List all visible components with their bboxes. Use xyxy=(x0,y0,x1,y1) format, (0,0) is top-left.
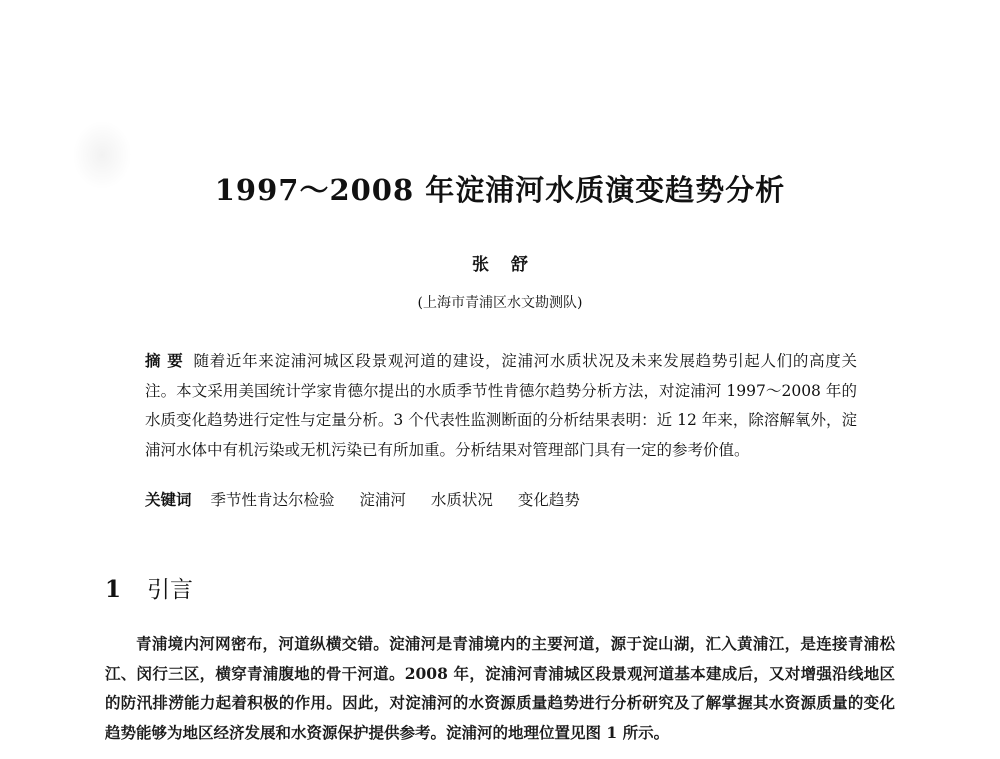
section-heading xyxy=(105,571,193,604)
abstract-text: 随着近年来淀浦河城区段景观河道的建设，淀浦河水质状况及未来发展趋势引起人们的高度关注。本文采用美国统计学家肯德尔提出的水质季节性肯德尔趋势分析方法，对淀浦河 1997～2008 年的水质变化趋势进行定性与定量分析。3 个代表性监测断面的分析结果表明：近 12 年来，除溶解氧外，淀浦河水体中有机污染或无机污染已有所加重。分析结果对管理部门具有一定的参考价值。 xyxy=(145,352,857,459)
keywords-block xyxy=(145,488,857,510)
paper-title: 1997～2008 年淀浦河水质演变趋势分析 xyxy=(214,173,786,207)
keyword-item: 变化趋势 xyxy=(517,491,580,509)
section-title: 引言 xyxy=(147,577,194,603)
section-number: 1 xyxy=(105,576,122,603)
intro-paragraph: 青浦境内河网密布，河道纵横交错。淀浦河是青浦境内的主要河道，源于淀山湖，汇入黄浦江，是连接青浦松江、闵行三区，横穿青浦腹地的骨干河道。2008 年，淀浦河青浦城区段景观河道基本建成后，又对增强沿线地区的防汛排涝能力起着积极的作用。因此，对淀浦河的水资源质量趋势进行分析研究及了解掌握其水资源质量的变化趋势能够为地区经济发展和水资源保护提供参考。淀浦河的地理位置见图 1 所示。 xyxy=(105,634,895,742)
abstract-label: 摘 要 xyxy=(145,352,184,370)
author-affiliation: (上海市青浦区水文勘测队) xyxy=(417,295,583,311)
author-name: 张舒 xyxy=(472,255,550,275)
abstract-block xyxy=(145,347,857,465)
keywords-label: 关键词 xyxy=(145,491,192,509)
keyword-item: 季节性肯达尔检验 xyxy=(210,491,335,509)
keyword-item: 淀浦河 xyxy=(359,491,406,509)
keyword-item: 水质状况 xyxy=(430,491,493,509)
